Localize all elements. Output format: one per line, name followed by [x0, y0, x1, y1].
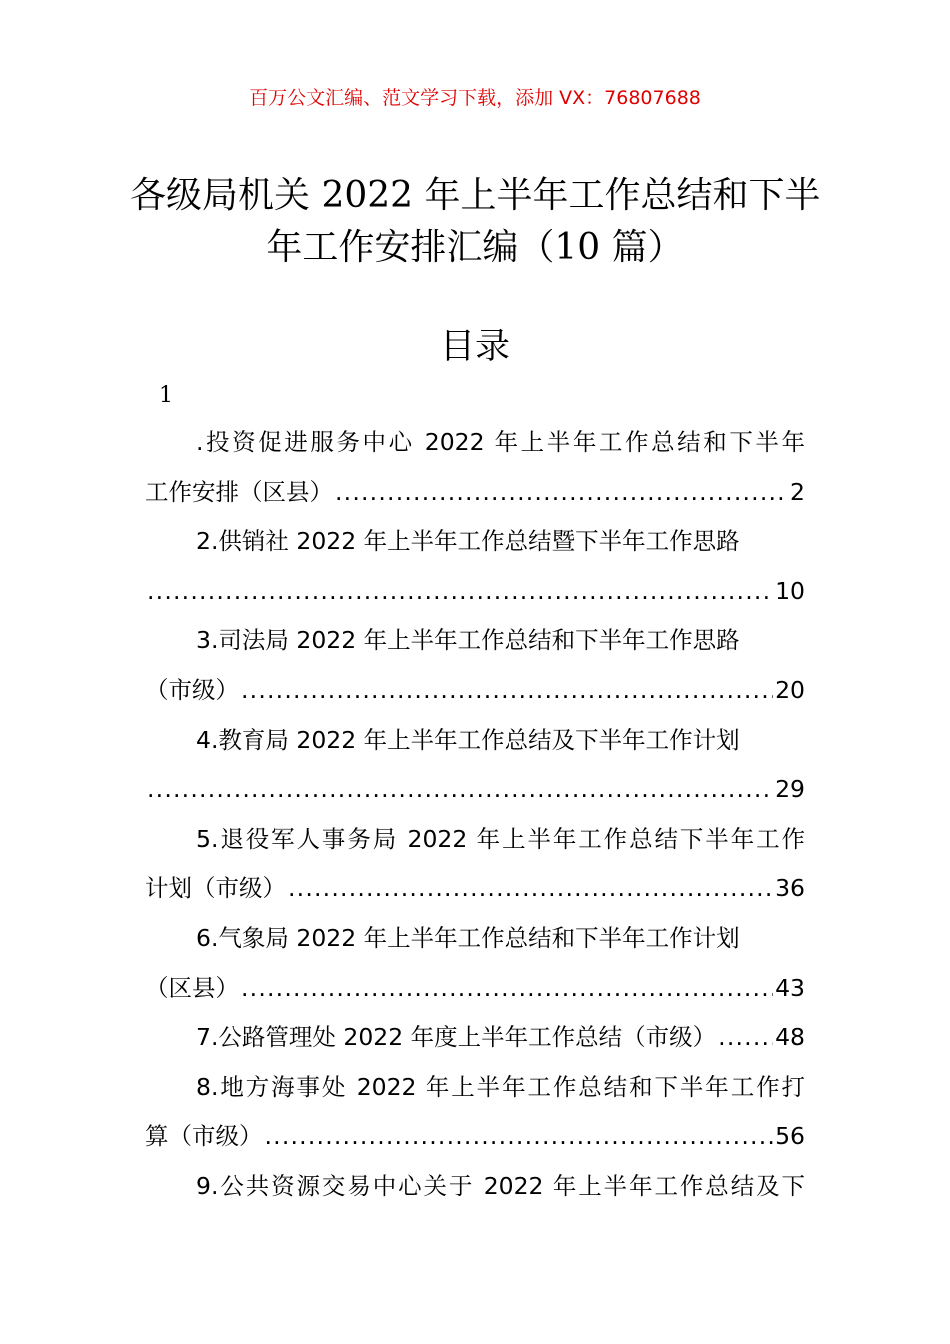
- toc-entry-1-title[interactable]: [145, 418, 805, 468]
- document-title: [130, 170, 820, 274]
- toc-entry-6-leader[interactable]: [145, 964, 805, 1014]
- toc-page-number: 29: [775, 775, 805, 804]
- toc-page-number: 36: [775, 874, 805, 903]
- dot-leader: [147, 765, 773, 815]
- toc-page-number: 20: [775, 675, 805, 704]
- title-line-1: 各级局机关 2022 年上半年工作总结和下半: [130, 175, 821, 216]
- toc-entry-text: （区县）: [145, 973, 239, 1002]
- toc-entry-8-leader[interactable]: [145, 1112, 805, 1162]
- toc-entry-2-leader[interactable]: [145, 567, 805, 617]
- dot-leader: [147, 567, 773, 617]
- toc-entry-6-title[interactable]: [145, 914, 805, 964]
- toc-entry-4-leader[interactable]: [145, 765, 805, 815]
- toc-list: [145, 418, 805, 1212]
- header-banner: 百万公文汇编、范文学习下载，添加 VX：76807688: [249, 87, 701, 109]
- toc-entry-5-leader[interactable]: [145, 864, 805, 914]
- toc-heading: 目录: [439, 327, 510, 367]
- title-line-2: 年工作安排汇编（10 篇）: [266, 227, 684, 268]
- toc-entry-text: 9.公共资源交易中心关于 2022 年上半年工作总结及下: [196, 1171, 805, 1200]
- toc-entry-3-title[interactable]: [145, 616, 805, 666]
- dot-leader: [241, 964, 773, 1014]
- toc-entry-text: 7.公路管理处 2022 年度上半年工作总结（市级）: [196, 1023, 717, 1052]
- toc-page-number: 56: [775, 1122, 805, 1151]
- toc-entry-7[interactable]: [145, 1013, 805, 1063]
- dot-leader: [718, 1013, 773, 1063]
- dot-leader: [241, 666, 773, 716]
- toc-entry-5-title[interactable]: [145, 815, 805, 865]
- dot-leader: [335, 468, 788, 518]
- toc-entry-4-title[interactable]: [145, 716, 805, 766]
- toc-entry-text: 6.气象局 2022 年上半年工作总结和下半年工作计划: [196, 923, 740, 952]
- toc-page-number: 48: [775, 1023, 805, 1052]
- toc-entry-text: （市级）: [145, 675, 239, 704]
- dot-leader: [288, 864, 773, 914]
- toc-entry-text: 8.地方海事处 2022 年上半年工作总结和下半年工作打: [196, 1072, 805, 1101]
- toc-page-number: 43: [775, 973, 805, 1002]
- toc-entry-text: 计划（市级）: [145, 874, 286, 903]
- toc-entry-text: 5.退役军人事务局 2022 年上半年工作总结下半年工作: [196, 824, 805, 853]
- toc-entry-text: 工作安排（区县）: [145, 477, 333, 506]
- toc-entry-2-title[interactable]: [145, 517, 805, 567]
- toc-entry-text: 4.教育局 2022 年上半年工作总结及下半年工作计划: [196, 725, 740, 754]
- toc-entry-text: 算（市级）: [145, 1122, 263, 1151]
- toc-entry-text: 2.供销社 2022 年上半年工作总结暨下半年工作思路: [196, 527, 740, 556]
- dot-leader: [265, 1112, 774, 1162]
- toc-entry-3-leader[interactable]: [145, 666, 805, 716]
- toc-page-number: 10: [775, 576, 805, 605]
- toc-entry-9-title[interactable]: [145, 1162, 805, 1212]
- toc-entry-text: .投资促进服务中心 2022 年上半年工作总结和下半年: [196, 428, 805, 456]
- toc-entry-1-leader[interactable]: [145, 468, 805, 518]
- toc-entry-text: 3.司法局 2022 年上半年工作总结和下半年工作思路: [196, 626, 740, 655]
- page-marker: 1: [159, 383, 173, 408]
- toc-entry-8-title[interactable]: [145, 1063, 805, 1113]
- toc-page-number: 2: [790, 477, 805, 506]
